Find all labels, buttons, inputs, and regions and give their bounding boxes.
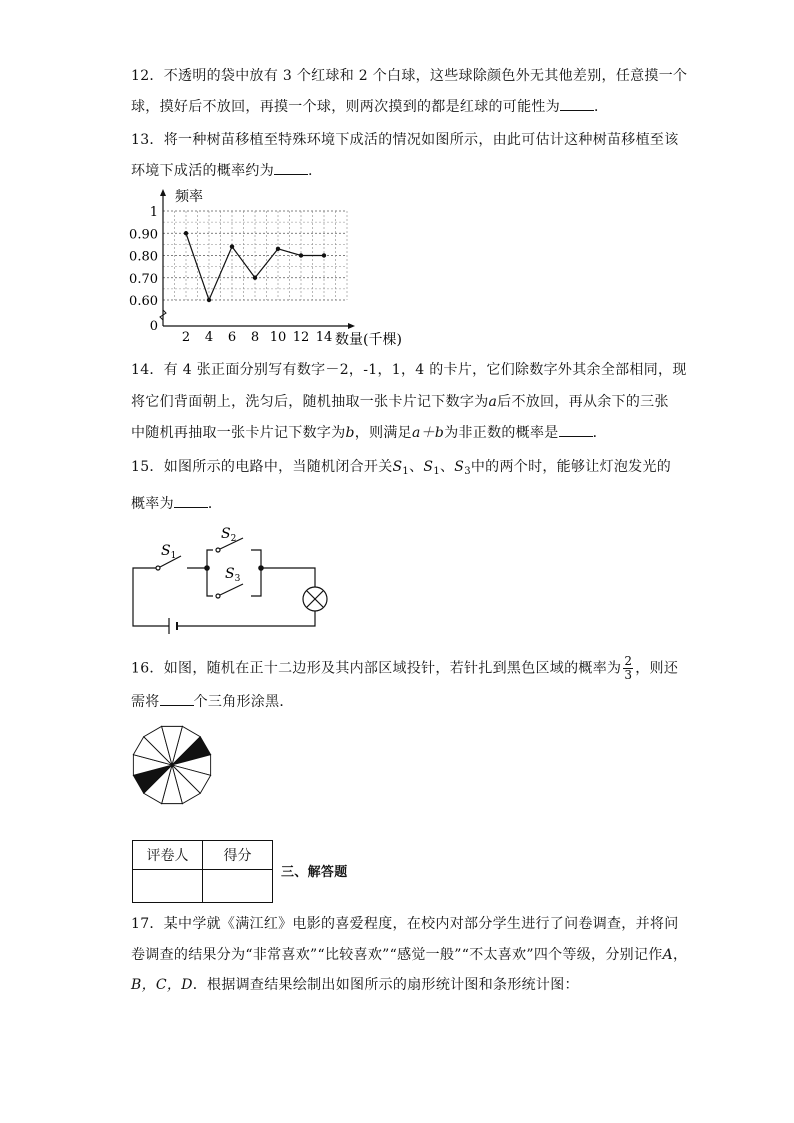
- data-point: [184, 231, 188, 235]
- data-point: [253, 276, 257, 280]
- y-tick-label: 0.90: [129, 227, 158, 243]
- x-tick-label: 12: [292, 330, 310, 345]
- x-tick-label: 2: [181, 330, 191, 345]
- x-tick-label: 10: [269, 330, 287, 345]
- y-tick-label: 0: [149, 319, 158, 334]
- q14-line1: 14．有 4 张正面分别写有数字－2，-1，1，4 的卡片，它们除数字外其余全部相同，现: [131, 362, 687, 378]
- grader-cell[interactable]: [133, 870, 203, 903]
- q16-line1: 16．如图，随机在正十二边形及其内部区域投针，若针扎到黑色区域的概率为 $\frac{2}{3}$ ，则还: [131, 654, 679, 682]
- data-point: [276, 247, 280, 251]
- q14-line2: 将它们背面朝上，洗匀后，随机抽取一张卡片记下数字为a后不放回，再从余下的三张: [131, 394, 669, 410]
- q14-line3: 中随机再抽取一张卡片记下数字为b，则满足a＋b为非正数的概率是 ．: [131, 425, 607, 441]
- q17-line2: 卷调查的结果分为“非常喜欢”“比较喜欢”“感觉一般”“不太喜欢”四个等级，分别记作A，: [131, 947, 688, 963]
- q13-line1: 13．将一种树苗移植至特殊环境下成活的情况如图所示，由此可估计这种树苗移植至该: [131, 132, 679, 148]
- q12-line1: 12．不透明的袋中放有 3 个红球和 2 个白球，这些球除颜色外无其他差别，任意摸一个: [131, 68, 688, 84]
- q15-answer-blank[interactable]: [174, 495, 208, 508]
- score-table: [132, 840, 273, 903]
- q17-line1: 17．某中学就《满江红》电影的喜爱程度，在校内对部分学生进行了问卷调查，并将问: [131, 916, 679, 932]
- section-heading: 三、解答题: [281, 865, 348, 880]
- data-point: [322, 253, 326, 257]
- s2-label: $S_2$: [221, 526, 237, 544]
- y-tick-label: 1: [149, 205, 158, 220]
- score-header: 得分: [203, 841, 273, 870]
- q13-answer-blank[interactable]: [274, 162, 308, 175]
- y-tick-label: 0.60: [129, 294, 158, 309]
- s1-label: $S_1$: [161, 543, 177, 561]
- q16-line2: 需将 个三角形涂黑．: [131, 694, 294, 710]
- chart-tick-labels: [129, 205, 332, 345]
- q13-line2: 环境下成活的概率约为 .: [131, 163, 313, 179]
- data-point: [230, 244, 234, 248]
- frequency-line-chart: [129, 185, 425, 350]
- s3-label: $S_3$: [225, 566, 241, 584]
- q15-line1: 15．如图所示的电路中，当随机闭合开关$S_1$、$S_1$、$S_3$中的两个时，能够让灯泡发光的: [131, 459, 672, 477]
- fraction: $\frac{2}{3}$: [624, 654, 633, 682]
- x-tick-label: 6: [227, 330, 237, 345]
- x-axis-arrow: [348, 323, 355, 329]
- q14-answer-blank[interactable]: [559, 424, 593, 437]
- data-point: [299, 253, 303, 257]
- grader-header: 评卷人: [133, 841, 203, 870]
- chart-axes: [160, 189, 355, 329]
- y-tick-label: 0.70: [129, 271, 158, 287]
- score-cell[interactable]: [203, 870, 273, 903]
- q17-line3: B，C，D．根据调查结果绘制出如图所示的扇形统计图和条形统计图：: [131, 977, 579, 993]
- x-tick-label: 14: [315, 330, 333, 345]
- q15-line2: 概率为 ．: [131, 496, 223, 512]
- y-axis-arrow: [160, 189, 166, 196]
- data-point: [207, 298, 211, 302]
- x-tick-label: 8: [250, 330, 260, 345]
- circuit-diagram: [125, 522, 345, 640]
- y-axis-label: 频率: [175, 189, 203, 205]
- q12-line2: 球，摸好后不放回，再摸一个球，则两次摸到的都是红球的可能性为 ．: [131, 99, 609, 115]
- y-tick-label: 0.80: [129, 249, 158, 265]
- x-tick-label: 4: [204, 330, 214, 345]
- x-axis-label: 数量(千棵): [335, 332, 402, 348]
- q12-answer-blank[interactable]: [560, 98, 594, 111]
- regular-dodecagon-figure: [129, 722, 215, 808]
- q16-answer-blank[interactable]: [160, 693, 194, 706]
